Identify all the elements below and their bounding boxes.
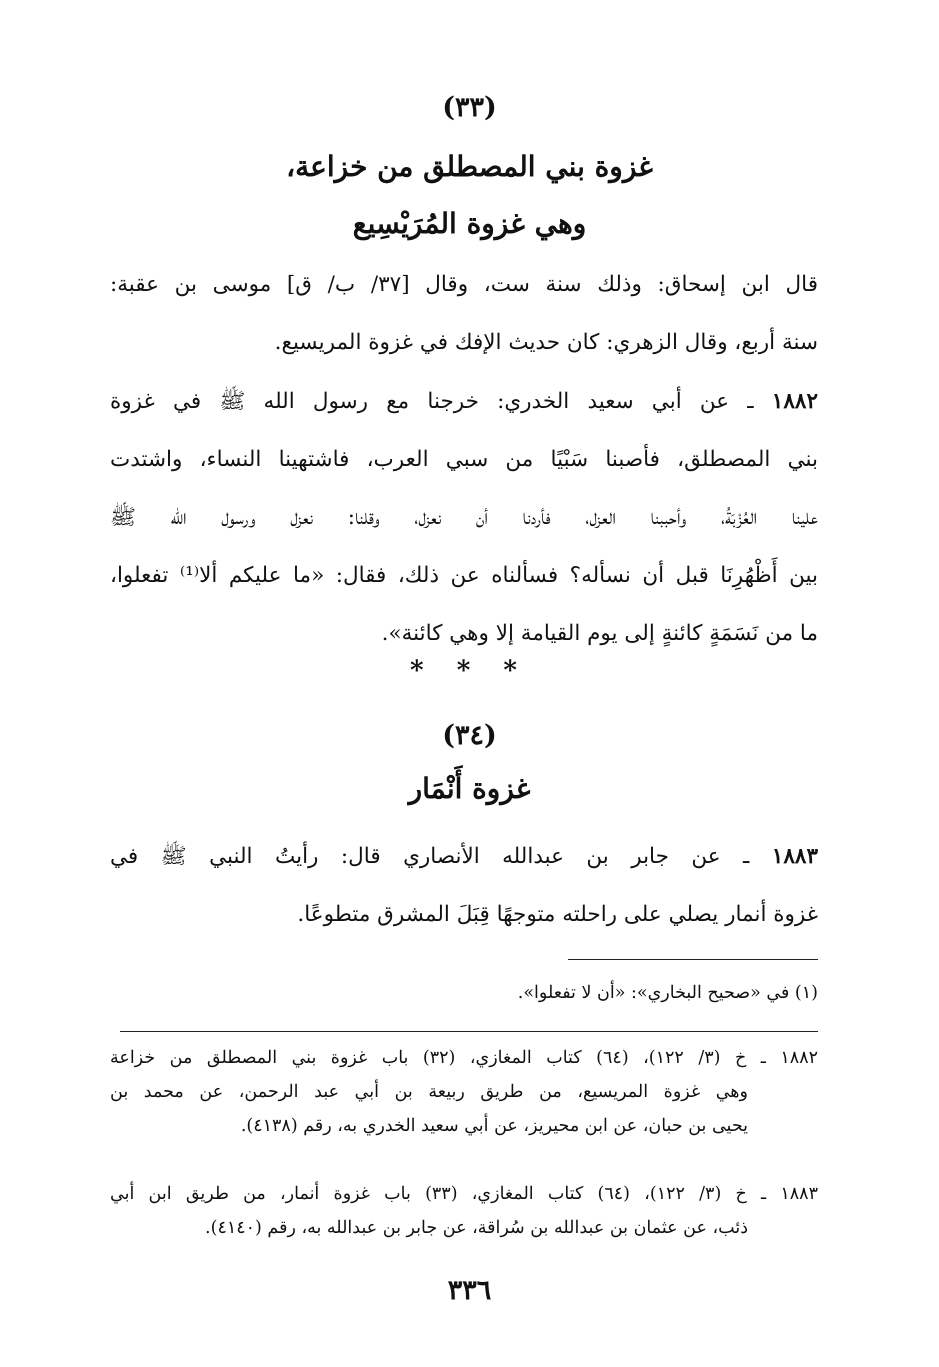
text-line: بني المصطلق، فأصبنا سَبْيًا من سبي العرب، فاشتهينا النساء، واشتدت [110, 447, 818, 472]
takhrij-line: ١٨٨٢ ـ خ (٣/ ١٢٢)، (٦٤) كتاب المغازي، (٣٢) باب غزوة بني المصطلق من خزاعة [110, 1048, 818, 1068]
takhrij-rule [120, 1031, 818, 1032]
section-title: غزوة أَنْمَار [408, 772, 531, 805]
text-line: ما من نَسَمَةٍ كائنةٍ إلى يوم القيامة إلا وهي كائنة». [381, 621, 818, 646]
text-line: سنة أربع، وقال الزهري: كان حديث الإفك في غزوة المريسيع. [274, 330, 818, 355]
takhrij-line: وهي غزوة المريسيع، من طريق ربيعة بن أبي عبد الرحمن، عن محمد بن [110, 1082, 748, 1102]
footnote-rule [568, 959, 818, 960]
takhrij-1882 [110, 1041, 818, 1143]
section-number: (٣٣) [442, 92, 497, 123]
section-number: (٣٤) [442, 720, 497, 751]
section-title: غزوة بني المصطلق من خزاعة، [286, 150, 653, 183]
text-line: قال ابن إسحاق: وذلك سنة ست، وقال [٣٧/ ب/ ق] موسى بن عقبة: [110, 272, 818, 297]
hadith-1883 [110, 828, 818, 944]
page-number: ٣٣٦ [447, 1275, 492, 1306]
takhrij-line: ١٨٨٣ ـ خ (٣/ ١٢٢)، (٦٤) كتاب المغازي، (٣٣) باب غزوة أنمار، من طريق ابن أبي [110, 1184, 818, 1204]
footnote-text: (١) في «صحيح البخاري»: «أن لا تفعلوا». [517, 983, 818, 1003]
intro-paragraph [110, 256, 818, 372]
text-line: بين أَظْهُرِنَا قبل أن نسأله؟ فسألناه عن ذلك، فقال: «ما عليكم ألا⁽¹⁾ تفعلوا، [110, 563, 818, 588]
hadith-1882 [110, 373, 818, 663]
footnote [110, 976, 818, 1010]
hadith-text: ـ عن أبي سعيد الخدري: خرجنا مع رسول الله ﷺ في غزوة [110, 389, 772, 414]
takhrij-line: يحيى بن حبان، عن ابن محيريز، عن أبي سعيد الخدري به، رقم (٤١٣٨). [240, 1116, 748, 1136]
text-line [110, 373, 818, 431]
hadith-text: ـ عن جابر بن عبدالله الأنصاري قال: رأيتُ النبي ﷺ في [110, 844, 772, 869]
text-line [110, 828, 818, 886]
text-line: غزوة أنمار يصلي على راحلته متوجهًا قِبَلَ المشرق متطوعًا. [297, 902, 818, 927]
section-subtitle: وهي غزوة المُرَيْسِيع [352, 207, 587, 240]
section-separator: * * * [410, 656, 529, 686]
takhrij-line: ذئب، عن عثمان بن عبدالله بن سُراقة، عن جابر بن عبدالله به، رقم (٤١٤٠). [205, 1218, 748, 1238]
hadith-number: ١٨٨٣ [771, 844, 818, 869]
hadith-number: ١٨٨٢ [771, 389, 818, 414]
takhrij-1883 [110, 1177, 818, 1245]
text-line: علينا العُزْبَةُ، وأحببنا العزل، فأردنا أن نعزل، وقلنا: نعزل ورسول الله ﷺ [110, 505, 818, 530]
